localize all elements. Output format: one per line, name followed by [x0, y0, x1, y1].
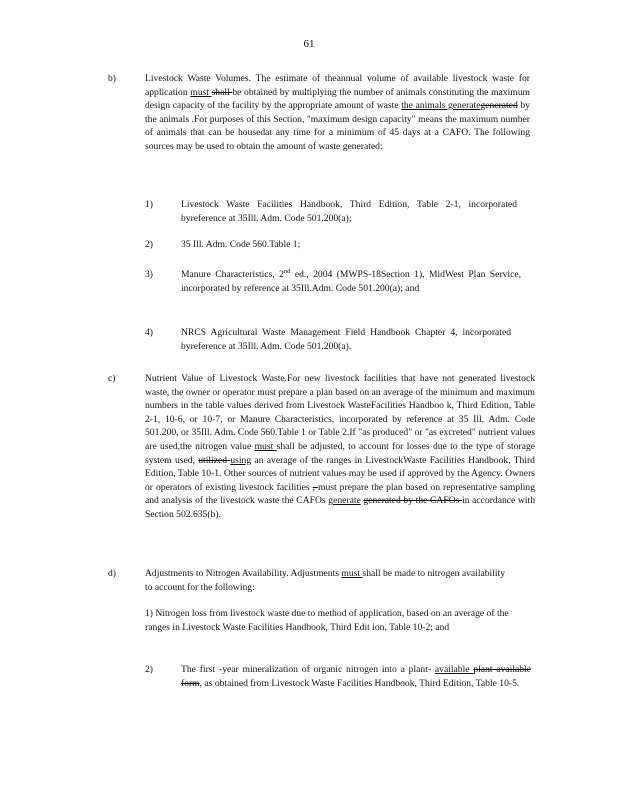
section-d-item-1-text	[145, 608, 509, 633]
text-run: Livestock Waste Facilities Handbook, Third Edition, Table 2-1, incorporated byreference at 35Ill. Adm. Code 501.200(a);	[181, 199, 517, 224]
section-d-item-1-label: 1)	[145, 608, 156, 619]
deleted-text: generated	[480, 100, 518, 112]
inserted-text: available	[434, 664, 474, 675]
text-run: Adjustments to Nitrogen Availability. Adjustments	[145, 568, 342, 579]
section-b-label: b)	[108, 73, 116, 84]
text-run: an average of the ranges in LivestockWaste Facilities Handbook, Third Edition, Table 10-1. Other sources of nutrient values may be used if approved by the Agency. Owners or operators of existing livestock facilities	[145, 454, 535, 493]
deleted-text: generated by the CAFOs	[363, 495, 463, 507]
page-number: 61	[303, 38, 315, 50]
inserted-text: the animals generate	[401, 100, 481, 112]
text-run: The first -year mineralization of organic nitrogen into a plant-	[181, 664, 435, 675]
inserted-text: must	[254, 440, 277, 452]
section-b-item-4-label: 4)	[145, 327, 153, 338]
text-run: , as obtained from Livestock Waste Facilities Handbook, Third Edition, Table 10-5.	[199, 677, 520, 689]
section-b-item-1-label: 1)	[145, 199, 153, 210]
section-b-item-3-label: 3)	[145, 269, 153, 280]
section-d-text	[145, 567, 505, 594]
section-d-item-2-label: 2)	[145, 664, 153, 675]
inserted-text: generate	[328, 495, 361, 507]
text-run: by the animals .For purposes of this Section, "maximum design capacity" means the maximum number of animals that can be housedat any time for a minimum of 45 days at a CAFO. The following sources may be used to obtain the amount of waste generated:	[145, 100, 530, 152]
text-run: in accordance with Section 502.635(b).	[145, 495, 535, 520]
section-b-item-4-text	[181, 326, 511, 353]
text-run: 35 Ill. Adm. Code 560.Table 1;	[181, 239, 301, 250]
section-b-item-2-text	[181, 238, 517, 252]
text-run: Nutrient Value of Livestock Waste.For new livestock facilities that have not generated livestock waste, the owner or operator must prepare a plan based on an average of the minimum and maximum numbers in the table values derived from Livestock WasteFacilities Handboo k, Third Edition, Table 2-1, 10-6, or 10-7, or Manure Characteristics, incorporated by reference at 35 Ill. Adm. Code 501.200, or 35Ill. Adm. Code 560.Table 1 or Table 2.If "as produced" or "as excreted" nutrient values are used,the nitrogen value	[145, 373, 535, 452]
section-c-text	[145, 372, 535, 522]
text-run: shall be made to nitrogen availability to account for the following:	[145, 568, 506, 593]
section-b-item-3-text	[181, 268, 521, 295]
text-run: Livestock Waste Volumes. The estimate of theannual volume of available livestock waste for application	[145, 73, 530, 98]
section-b-item-1-text	[181, 198, 517, 225]
inserted-text: using	[230, 454, 252, 466]
section-b-text	[145, 72, 530, 154]
inserted-text: must	[341, 568, 363, 579]
text-run: be obtained by multiplying the number of animals constituting the maximum design capacity of the facility by the appropriate amount of waste	[145, 86, 530, 112]
deleted-text: shall	[211, 86, 233, 98]
text-run: NRCS Agricultural Waste Management Field Handbook Chapter 4, incorporated byreference at 35Ill. Adm. Code 501.200(a).	[181, 327, 511, 352]
text-run: shall be adjusted, to account for losses due to the type of storage system used,	[145, 440, 535, 466]
deleted-text: plant available form	[181, 664, 531, 689]
text-run: ed., 2004 (MWPS-18Section 1), MidWest Plan Service, incorporated by reference at 35Ill.Adm. Code 501.200(a); and	[181, 269, 521, 294]
text-run: Manure Characteristics, 2	[181, 269, 284, 280]
inserted-text: must	[190, 86, 212, 98]
text-run: must prepare the plan based on representative sampling and analysis of the livestock waste the CAFOs	[145, 481, 535, 507]
section-d-item-2-text	[181, 663, 531, 690]
deleted-text: utilized	[198, 454, 231, 466]
text-run: nd	[283, 267, 291, 275]
section-d-label: d)	[108, 568, 116, 579]
section-d-item-1	[145, 607, 525, 634]
text-run: Nitrogen loss from livestock waste due to method of application, based on an average of the ranges in Livestock Waste Facilities Handbook, Third Edit ion, Table 10-2; and	[145, 608, 509, 633]
deleted-text: ,	[312, 481, 319, 493]
section-c-label: c)	[108, 373, 116, 384]
section-b-item-2-label: 2)	[145, 239, 153, 250]
